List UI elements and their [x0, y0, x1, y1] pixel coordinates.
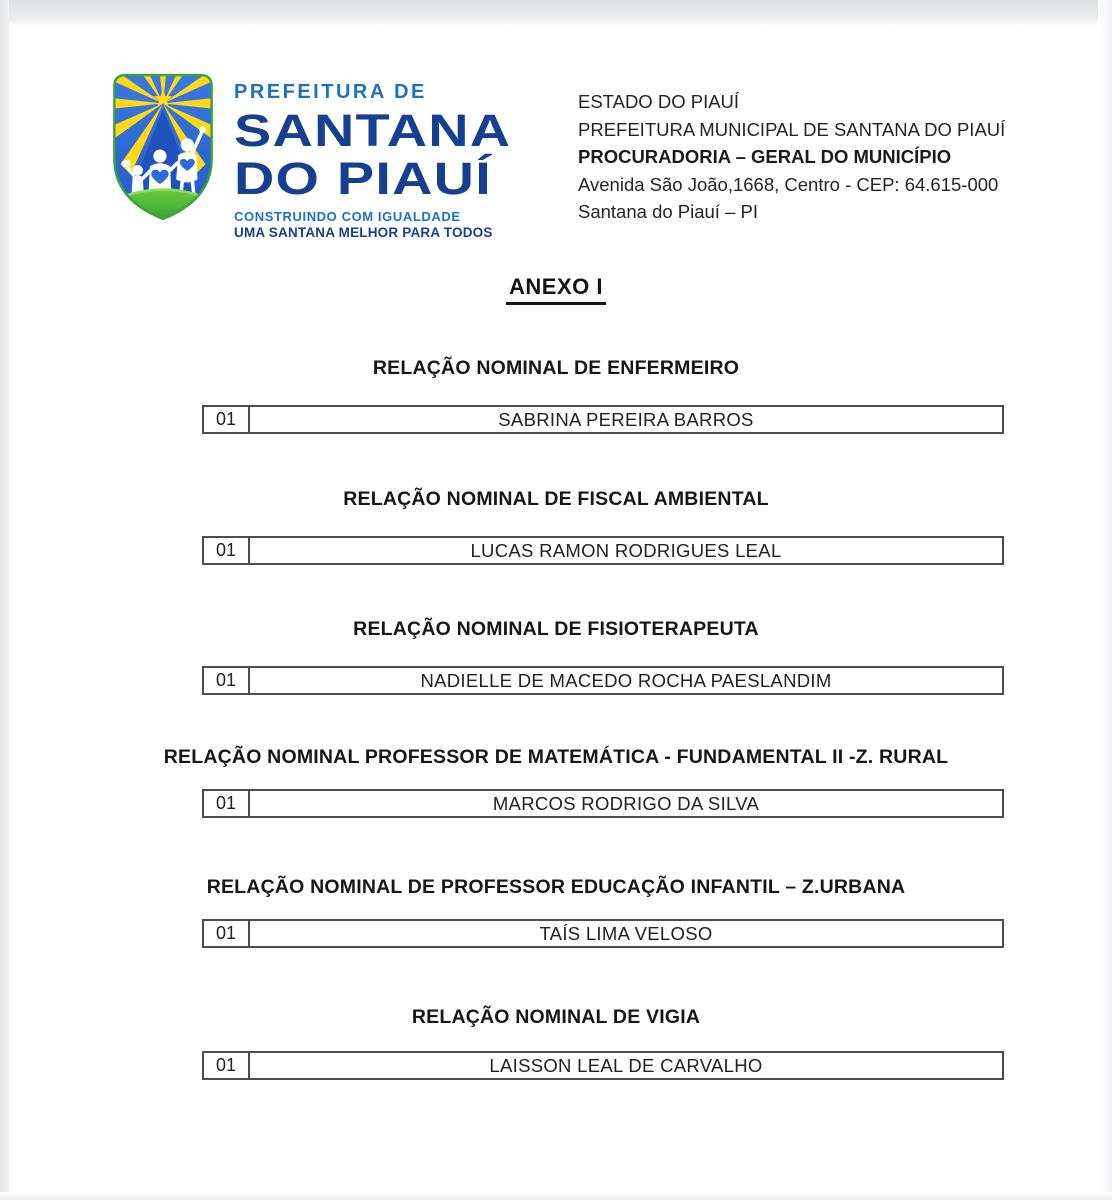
row-name-cell: NADIELLE DE MACEDO ROCHA PAESLANDIM	[420, 669, 832, 691]
letterhead-text	[578, 88, 1005, 226]
letterhead-header	[102, 70, 512, 240]
row-number-cell: 01	[204, 791, 250, 816]
doc-title-wrap	[0, 274, 1112, 305]
letterhead-city: Santana do Piauí – PI	[578, 201, 758, 222]
row-name-cell: TAÍS LIMA VELOSO	[539, 922, 713, 944]
page-title: ANEXO I	[506, 274, 606, 305]
section-heading-enfermeiro: RELAÇÃO NOMINAL DE ENFERMEIRO	[372, 357, 740, 379]
row-number-cell: 01	[204, 538, 250, 563]
logo-tagline-1: CONSTRUINDO COM IGUALDADE	[234, 209, 461, 224]
section-heading-professor-infantil: RELAÇÃO NOMINAL DE PROFESSOR EDUCAÇÃO INFANTIL – Z.URBANA	[206, 876, 906, 898]
roster-table	[202, 1051, 1004, 1080]
logo-tagline-2: UMA SANTANA MELHOR PARA TODOS	[234, 225, 493, 240]
logo-name-line2: DO PIAUÍ	[234, 153, 492, 204]
letterhead-municipality: PREFEITURA MUNICIPAL DE SANTANA DO PIAUÍ	[578, 118, 1006, 140]
logo-prefix: PREFEITURA DE	[234, 81, 427, 103]
row-number-cell: 01	[204, 407, 250, 432]
row-number-cell: 01	[204, 921, 250, 946]
municipal-shield-logo	[102, 70, 224, 224]
row-number-cell: 01	[204, 668, 250, 693]
scan-edge-top	[0, 0, 1112, 26]
section-heading-fisioterapeuta: RELAÇÃO NOMINAL DE FISIOTERAPEUTA	[353, 618, 759, 640]
letterhead-address: Avenida São João,1668, Centro - CEP: 64.615-000	[578, 173, 999, 195]
row-name-cell: SABRINA PEREIRA BARROS	[498, 408, 754, 430]
roster-table	[202, 789, 1004, 818]
section-heading-fiscal-ambiental: RELAÇÃO NOMINAL DE FISCAL AMBIENTAL	[343, 488, 769, 510]
logo-wordmark	[234, 81, 512, 240]
roster-table	[202, 536, 1004, 565]
letterhead-department: PROCURADORIA – GERAL DO MUNICÍPIO	[578, 146, 952, 167]
section-heading-vigia: RELAÇÃO NOMINAL DE VIGIA	[411, 1006, 701, 1028]
roster-table	[202, 919, 1004, 948]
row-name-cell: LAISSON LEAL DE CARVALHO	[489, 1054, 763, 1076]
row-name-cell: MARCOS RODRIGO DA SILVA	[492, 792, 760, 814]
scan-edge-bottom	[0, 1192, 1112, 1200]
roster-table	[202, 405, 1004, 434]
letterhead-state: ESTADO DO PIAUÍ	[578, 91, 740, 112]
row-name-cell: LUCAS RAMON RODRIGUES LEAL	[470, 539, 782, 561]
section-heading-professor-matematica: RELAÇÃO NOMINAL PROFESSOR DE MATEMÁTICA - FUNDAMENTAL II -Z. RURAL	[163, 746, 949, 768]
roster-table	[202, 666, 1004, 695]
logo-name-line1: SANTANA	[234, 105, 512, 156]
row-number-cell: 01	[204, 1053, 250, 1078]
